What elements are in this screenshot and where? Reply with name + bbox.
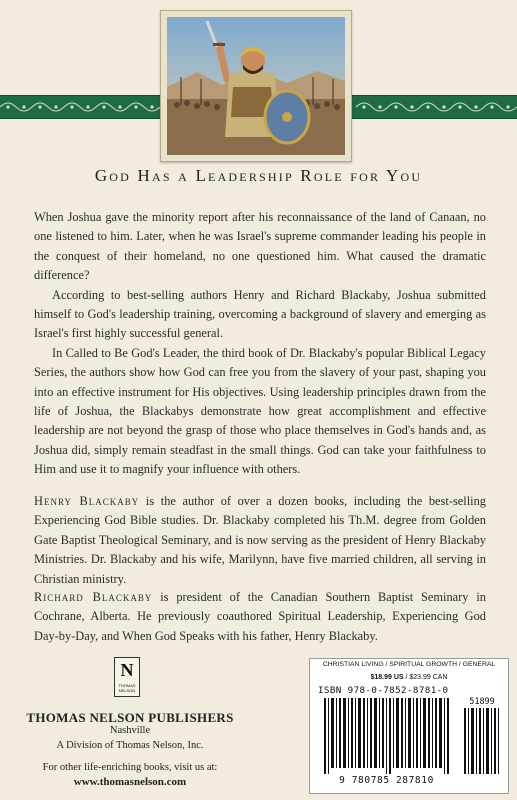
author-name-richard: Richard Blackaby <box>34 590 153 604</box>
author-bio-richard-text: is president of the Canadian Southern Baptist Seminary in Cochrane, Alberta. He previously coauthored Spiritual Leadership, Experiencing God Day-by-Day, and When God Speaks with his father, Henry Blackaby. <box>34 590 486 643</box>
publisher-city: Nashville <box>109 725 151 736</box>
joshua-warrior-illustration <box>167 17 345 155</box>
price-us: $18.99 US <box>370 674 404 681</box>
headline: God Has a Leadership Role for You <box>94 166 423 185</box>
author-bio-henry-text: is the author of over a dozen books, including the best-selling Experiencing God Bible studies. Dr. Blackaby completed his Th.M. degree from Golden Gate Baptist Theological Seminary, and is now serving as the president of Henry Blackaby Ministries. Dr. Blackaby and his wife, Marilynn, have five married children, all serving in Christian ministry. <box>34 494 486 586</box>
publisher-division: A Division of Thomas Nelson, Inc. <box>56 740 204 751</box>
author-name-henry: Henry Blackaby <box>34 494 140 508</box>
blurb-paragraph-1: When Joshua gave the minority report after his reconnaissance of the land of Canaan, no one listened to him. Later, when he was Israel's supreme commander leading his people in the conquest of their homeland, no one questioned him. What caused the dramatic difference? <box>34 210 486 283</box>
price-can: / $23.99 CAN <box>403 674 448 681</box>
category-label: CHRISTIAN LIVING / SPIRITUAL GROWTH / GENERAL <box>322 661 496 668</box>
barcode-number: 9 780785 287810 <box>339 775 434 786</box>
publisher-website-link[interactable]: www.thomasnelson.com <box>73 776 187 788</box>
price-addon-code: 51899 <box>469 697 495 707</box>
author-bio-henry <box>34 492 486 589</box>
publisher-logo <box>114 657 140 697</box>
publisher-name: THOMAS NELSON PUBLISHERS <box>26 710 234 725</box>
publisher-visit-text: For other life-enriching books, visit us at: <box>42 762 218 773</box>
isbn-label: ISBN 978-0-7852-8781-0 <box>318 685 449 696</box>
cover-illustration <box>160 10 352 162</box>
blurb <box>34 208 486 480</box>
author-bio-richard <box>34 588 486 646</box>
publisher-logo-letter: N <box>120 660 134 680</box>
blurb-paragraph-2: According to best-selling authors Henry and Richard Blackaby, Joshua submitted himself to God's leadership training, overcoming a background of slavery and emerging as Israel's first highly successful general. <box>34 287 486 341</box>
blurb-paragraph-3: In Called to Be God's Leader, the third book of Dr. Blackaby's popular Biblical Legacy Series, the authors show how God can free you from the slavery of your past, shaping you into an effective instrument for His objectives. Using leadership principles drawn from the life of Joshua, the Blackabys demonstrate how great accomplishment and effective leadership are not beyond the grasp of those who place themselves in God's hands and, as Joshua did, simply remain steadfast in the small things. God can take your faithfulness to Him and use it to magnify your influence with others. <box>34 345 486 477</box>
barcode-icon <box>324 698 504 774</box>
barcode-sticker <box>309 658 509 794</box>
publisher-logo-text: THOMAS NELSON <box>118 683 136 693</box>
price-label <box>310 674 508 681</box>
